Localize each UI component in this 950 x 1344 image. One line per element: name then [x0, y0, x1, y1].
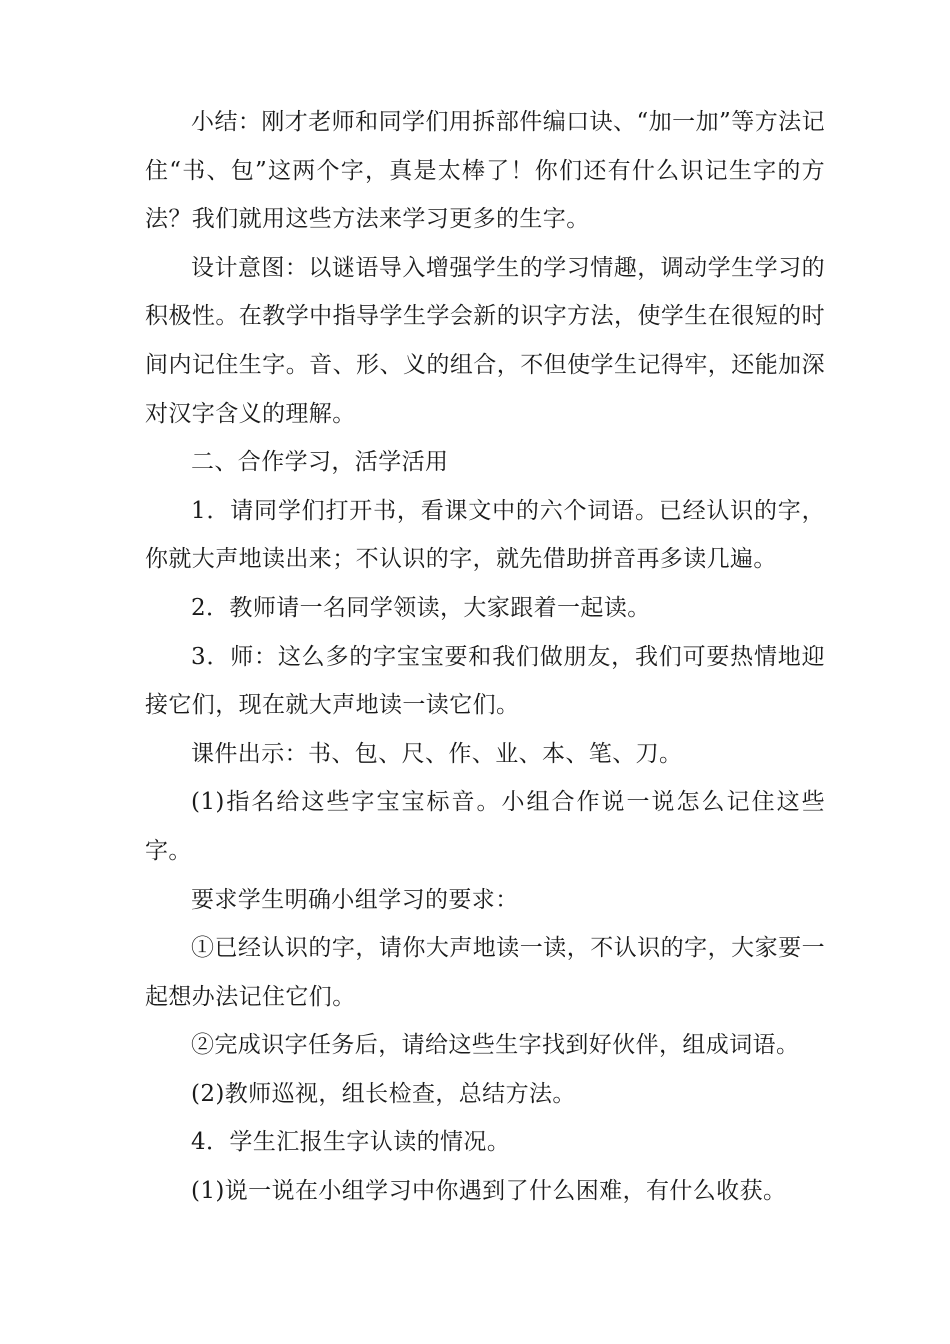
paragraph-design-intent: 设计意图：以谜语导入增强学生的学习情趣，调动学生学习的积极性。在教学中指导学生学会新的识字方法，使学生在很短的时间内记住生字。音、形、义的组合，不但使学生记得牢，还能加深对汉字含义的理解。	[145, 254, 825, 427]
document-body	[145, 98, 825, 1216]
paragraph-substep-2: (2)教师巡视，组长检查，总结方法。	[191, 1080, 576, 1107]
paragraph-summary: 小结：刚才老师和同学们用拆部件编口诀、“加一加”等方法记住“书、包”这两个字，真是太棒了！你们还有什么识记生字的方法？我们就用这些方法来学习更多的生字。	[145, 109, 825, 233]
paragraph-requirement-1: ①已经认识的字，请你大声地读一读，不认识的字，大家要一起想办法记住它们。	[145, 935, 825, 1010]
section-heading-cooperative-learning: 二、合作学习，活学活用	[191, 449, 449, 476]
paragraph-requirements: 要求学生明确小组学习的要求：	[191, 886, 519, 913]
paragraph-courseware: 课件出示：书、包、尺、作、业、本、笔、刀。	[191, 740, 683, 767]
paragraph-substep-1: (1)指名给这些字宝宝标音。小组合作说一说怎么记住这些字。	[145, 789, 825, 864]
paragraph-requirement-2: ②完成识字任务后，请给这些生字找到好伙伴，组成词语。	[191, 1032, 800, 1059]
paragraph-step-4: 4．学生汇报生字认读的情况。	[191, 1129, 511, 1156]
paragraph-step-3: 3．师：这么多的字宝宝要和我们做朋友，我们可要热情地迎接它们，现在就大声地读一读它们。	[145, 643, 825, 719]
paragraph-step-2: 2．教师请一名同学领读，大家跟着一起读。	[191, 594, 651, 621]
paragraph-step-4-substep-1: (1)说一说在小组学习中你遇到了什么困难，有什么收获。	[191, 1178, 787, 1205]
paragraph-step-1: 1．请同学们打开书，看课文中的六个词语。已经认识的字，你就大声地读出来；不认识的字，就先借助拼音再多读几遍。	[145, 497, 825, 573]
